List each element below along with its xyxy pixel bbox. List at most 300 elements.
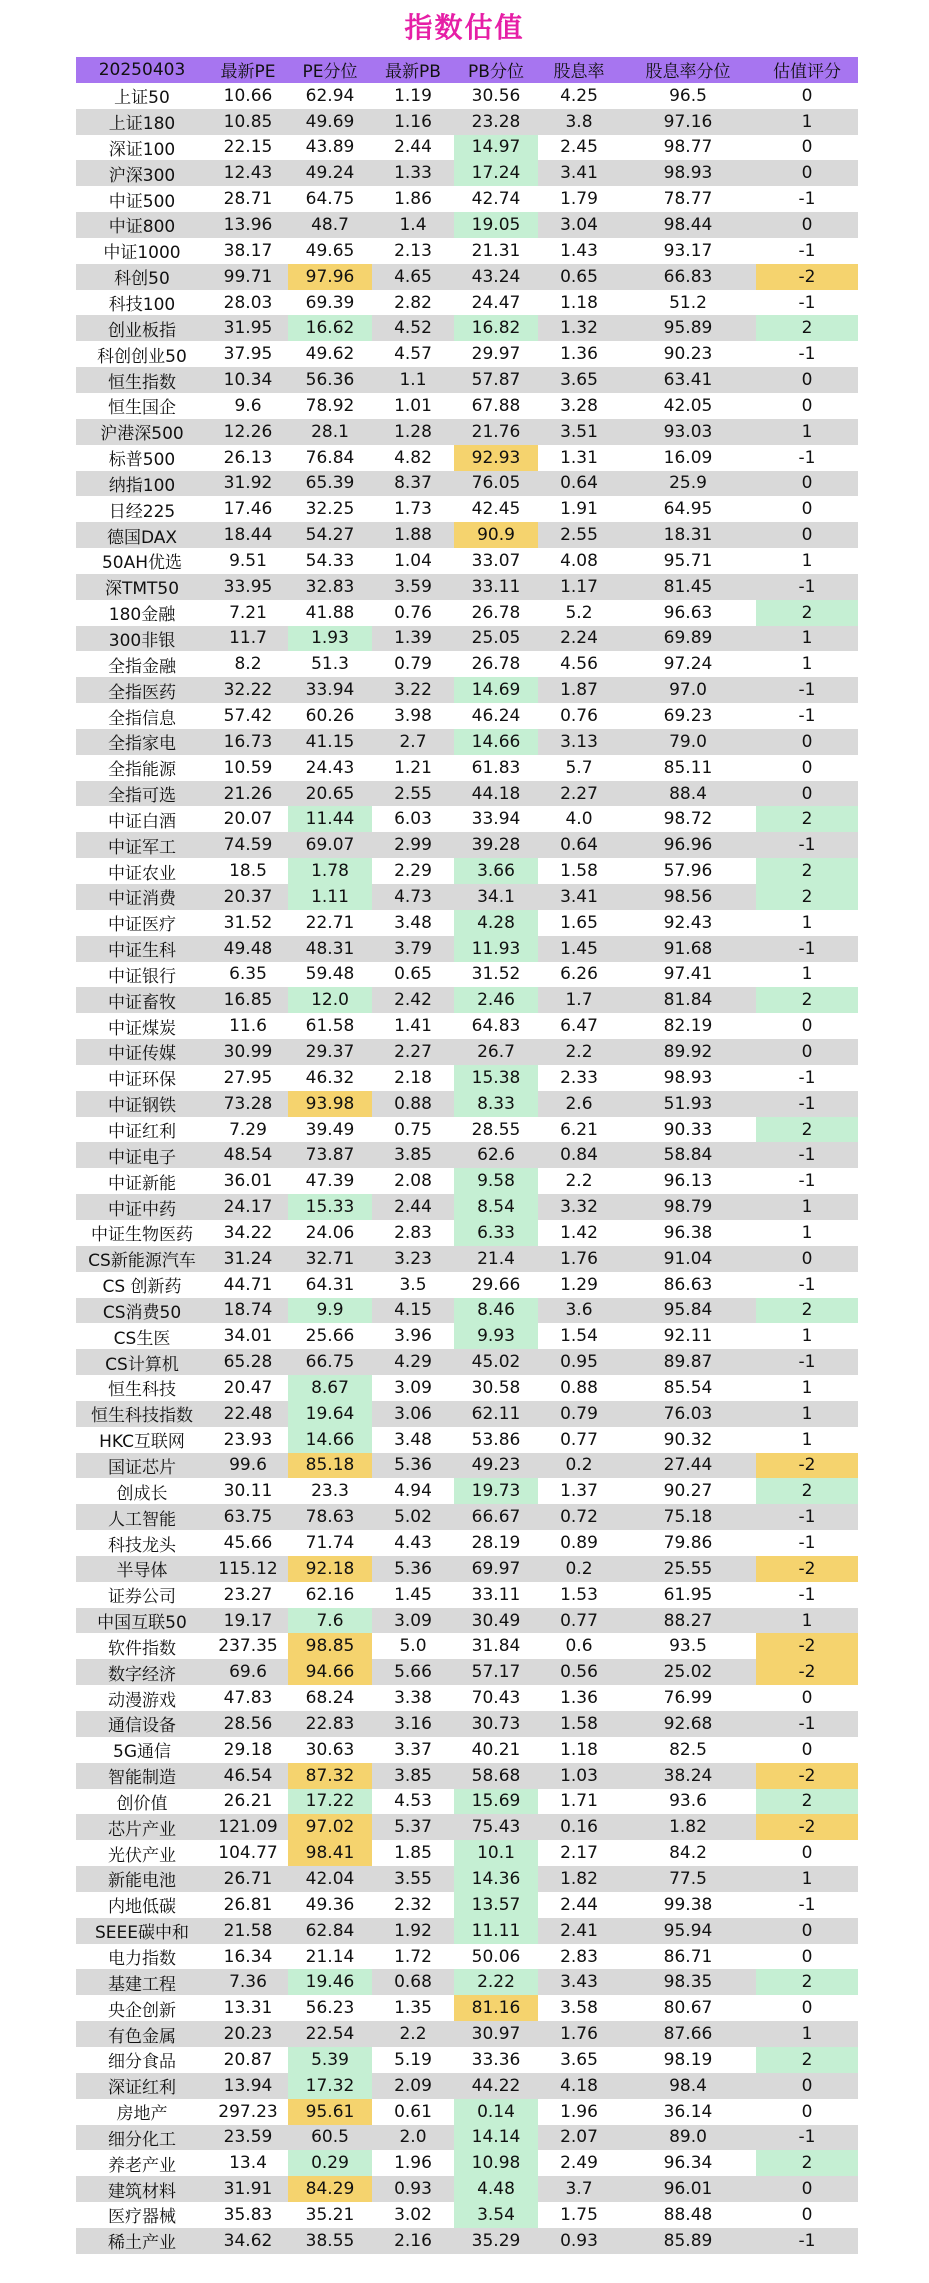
cell-valuation-score: -2 (756, 1814, 858, 1840)
cell-latest-pe: 26.21 (208, 1789, 288, 1815)
cell-pe-percentile: 43.89 (288, 135, 372, 161)
cell-pb-percentile: 50.06 (454, 1944, 538, 1970)
cell-pe-percentile: 1.93 (288, 626, 372, 652)
table-row (76, 936, 858, 962)
cell-index-name: 有色金属 (76, 2021, 208, 2047)
cell-latest-pb: 1.19 (372, 83, 454, 109)
cell-index-name: 中证军工 (76, 832, 208, 858)
cell-index-name: 深证红利 (76, 2073, 208, 2099)
cell-valuation-score: 2 (756, 858, 858, 884)
cell-pe-percentile: 54.27 (288, 522, 372, 548)
cell-latest-pe: 26.71 (208, 1866, 288, 1892)
cell-index-name: 中证环保 (76, 1065, 208, 1091)
cell-valuation-score: 0 (756, 522, 858, 548)
cell-pe-percentile: 94.66 (288, 1659, 372, 1685)
cell-latest-pe: 16.85 (208, 987, 288, 1013)
cell-pe-percentile: 61.58 (288, 1013, 372, 1039)
table-row (76, 884, 858, 910)
cell-dividend-yield: 6.26 (538, 962, 620, 988)
table-row (76, 1246, 858, 1272)
cell-valuation-score: 0 (756, 135, 858, 161)
cell-pe-percentile: 8.67 (288, 1375, 372, 1401)
cell-dividend-yield: 1.87 (538, 677, 620, 703)
cell-index-name: SEEE碳中和 (76, 1918, 208, 1944)
cell-valuation-score: 2 (756, 600, 858, 626)
cell-latest-pb: 2.44 (372, 1194, 454, 1220)
table-row (76, 393, 858, 419)
cell-latest-pe: 47.83 (208, 1685, 288, 1711)
cell-latest-pb: 3.55 (372, 1866, 454, 1892)
table-row (76, 1633, 858, 1659)
cell-dividend-percentile: 81.84 (620, 987, 756, 1013)
cell-dividend-percentile: 86.71 (620, 1944, 756, 1970)
cell-index-name: 房地产 (76, 2099, 208, 2125)
cell-latest-pe: 31.52 (208, 910, 288, 936)
cell-dividend-yield: 2.33 (538, 1065, 620, 1091)
cell-latest-pe: 21.26 (208, 781, 288, 807)
cell-latest-pb: 3.37 (372, 1737, 454, 1763)
cell-latest-pb: 3.85 (372, 1763, 454, 1789)
cell-valuation-score: 0 (756, 729, 858, 755)
cell-dividend-percentile: 98.4 (620, 2073, 756, 2099)
cell-pb-percentile: 3.54 (454, 2202, 538, 2228)
cell-valuation-score: 0 (756, 1685, 858, 1711)
cell-dividend-yield: 1.53 (538, 1582, 620, 1608)
cell-dividend-yield: 2.45 (538, 135, 620, 161)
cell-valuation-score: -1 (756, 2228, 858, 2254)
cell-dividend-percentile: 96.63 (620, 600, 756, 626)
cell-valuation-score: 2 (756, 2150, 858, 2176)
cell-index-name: 中证新能 (76, 1168, 208, 1194)
cell-pe-percentile: 78.63 (288, 1504, 372, 1530)
cell-dividend-percentile: 66.83 (620, 264, 756, 290)
cell-dividend-percentile: 95.71 (620, 548, 756, 574)
cell-dividend-percentile: 89.92 (620, 1039, 756, 1065)
cell-latest-pb: 6.03 (372, 806, 454, 832)
table-row (76, 315, 858, 341)
cell-latest-pb: 1.92 (372, 1918, 454, 1944)
cell-dividend-yield: 4.0 (538, 806, 620, 832)
cell-latest-pe: 13.31 (208, 1995, 288, 2021)
cell-latest-pe: 26.81 (208, 1892, 288, 1918)
cell-dividend-yield: 1.96 (538, 2099, 620, 2125)
cell-latest-pe: 13.94 (208, 2073, 288, 2099)
table-row (76, 1659, 858, 1685)
cell-pe-percentile: 66.75 (288, 1349, 372, 1375)
cell-latest-pe: 31.92 (208, 471, 288, 497)
cell-latest-pe: 44.71 (208, 1272, 288, 1298)
cell-valuation-score: 1 (756, 1323, 858, 1349)
cell-pe-percentile: 48.7 (288, 212, 372, 238)
cell-latest-pb: 1.88 (372, 522, 454, 548)
cell-dividend-yield: 2.55 (538, 522, 620, 548)
cell-dividend-percentile: 51.93 (620, 1091, 756, 1117)
cell-index-name: 科技100 (76, 290, 208, 316)
cell-pe-percentile: 42.04 (288, 1866, 372, 1892)
cell-index-name: 电力指数 (76, 1944, 208, 1970)
cell-dividend-yield: 0.77 (538, 1427, 620, 1453)
cell-index-name: 恒生科技 (76, 1375, 208, 1401)
cell-latest-pe: 34.62 (208, 2228, 288, 2254)
cell-latest-pb: 3.06 (372, 1401, 454, 1427)
cell-latest-pe: 27.95 (208, 1065, 288, 1091)
table-row (76, 1323, 858, 1349)
cell-latest-pb: 1.04 (372, 548, 454, 574)
cell-latest-pb: 3.23 (372, 1246, 454, 1272)
cell-dividend-yield: 2.24 (538, 626, 620, 652)
cell-dividend-percentile: 51.2 (620, 290, 756, 316)
cell-latest-pe: 65.28 (208, 1349, 288, 1375)
cell-index-name: 日经225 (76, 496, 208, 522)
cell-index-name: 基建工程 (76, 1969, 208, 1995)
cell-dividend-percentile: 90.33 (620, 1117, 756, 1143)
cell-valuation-score: 0 (756, 367, 858, 393)
cell-dividend-percentile: 88.27 (620, 1608, 756, 1634)
table-row (76, 1944, 858, 1970)
cell-latest-pe: 31.91 (208, 2176, 288, 2202)
cell-pe-percentile: 78.92 (288, 393, 372, 419)
cell-dividend-yield: 1.31 (538, 445, 620, 471)
cell-index-name: CS生医 (76, 1323, 208, 1349)
cell-pb-percentile: 57.87 (454, 367, 538, 393)
cell-dividend-percentile: 97.16 (620, 109, 756, 135)
cell-pb-percentile: 28.19 (454, 1530, 538, 1556)
cell-pb-percentile: 30.58 (454, 1375, 538, 1401)
cell-pb-percentile: 4.48 (454, 2176, 538, 2202)
cell-dividend-yield: 6.47 (538, 1013, 620, 1039)
cell-valuation-score: -1 (756, 186, 858, 212)
table-row (76, 1840, 858, 1866)
cell-latest-pb: 0.75 (372, 1117, 454, 1143)
cell-latest-pb: 2.18 (372, 1065, 454, 1091)
table-row (76, 290, 858, 316)
cell-pb-percentile: 30.49 (454, 1608, 538, 1634)
cell-pe-percentile: 47.39 (288, 1168, 372, 1194)
cell-dividend-percentile: 98.93 (620, 1065, 756, 1091)
cell-index-name: 中证钢铁 (76, 1091, 208, 1117)
cell-pe-percentile: 85.18 (288, 1453, 372, 1479)
cell-pe-percentile: 12.0 (288, 987, 372, 1013)
table-row (76, 445, 858, 471)
table-row (76, 2047, 858, 2073)
cell-pe-percentile: 92.18 (288, 1556, 372, 1582)
cell-latest-pb: 3.98 (372, 703, 454, 729)
cell-valuation-score: 0 (756, 83, 858, 109)
cell-index-name: 中证500 (76, 186, 208, 212)
cell-pb-percentile: 39.28 (454, 832, 538, 858)
cell-latest-pb: 4.94 (372, 1478, 454, 1504)
cell-latest-pb: 0.61 (372, 2099, 454, 2125)
table-row (76, 471, 858, 497)
cell-index-name: 标普500 (76, 445, 208, 471)
cell-index-name: 中证生科 (76, 936, 208, 962)
cell-dividend-yield: 3.7 (538, 2176, 620, 2202)
cell-latest-pb: 1.96 (372, 2150, 454, 2176)
cell-valuation-score: 1 (756, 962, 858, 988)
cell-dividend-yield: 1.36 (538, 341, 620, 367)
cell-pb-percentile: 26.78 (454, 651, 538, 677)
cell-dividend-percentile: 97.41 (620, 962, 756, 988)
cell-pe-percentile: 62.16 (288, 1582, 372, 1608)
cell-pe-percentile: 24.06 (288, 1220, 372, 1246)
cell-latest-pe: 9.51 (208, 548, 288, 574)
cell-valuation-score: -1 (756, 1349, 858, 1375)
cell-dividend-yield: 0.64 (538, 832, 620, 858)
cell-latest-pe: 20.37 (208, 884, 288, 910)
cell-valuation-score: 2 (756, 1117, 858, 1143)
cell-latest-pb: 0.93 (372, 2176, 454, 2202)
table-row (76, 83, 858, 109)
cell-dividend-yield: 1.37 (538, 1478, 620, 1504)
cell-dividend-percentile: 90.23 (620, 341, 756, 367)
cell-pe-percentile: 49.69 (288, 109, 372, 135)
cell-latest-pb: 0.65 (372, 962, 454, 988)
cell-dividend-percentile: 82.5 (620, 1737, 756, 1763)
cell-dividend-yield: 1.03 (538, 1763, 620, 1789)
cell-dividend-yield: 0.88 (538, 1375, 620, 1401)
cell-index-name: 新能电池 (76, 1866, 208, 1892)
cell-latest-pe: 34.22 (208, 1220, 288, 1246)
cell-valuation-score: 1 (756, 2021, 858, 2047)
cell-index-name: 中证红利 (76, 1117, 208, 1143)
cell-latest-pb: 8.37 (372, 471, 454, 497)
cell-dividend-percentile: 79.0 (620, 729, 756, 755)
cell-valuation-score: -1 (756, 1272, 858, 1298)
cell-latest-pb: 5.37 (372, 1814, 454, 1840)
cell-latest-pe: 18.74 (208, 1298, 288, 1324)
table-row (76, 1065, 858, 1091)
cell-latest-pb: 2.29 (372, 858, 454, 884)
cell-dividend-yield: 1.82 (538, 1866, 620, 1892)
cell-dividend-percentile: 36.14 (620, 2099, 756, 2125)
cell-pe-percentile: 28.1 (288, 419, 372, 445)
cell-latest-pe: 26.13 (208, 445, 288, 471)
cell-dividend-yield: 0.95 (538, 1349, 620, 1375)
cell-index-name: 德国DAX (76, 522, 208, 548)
table-row (76, 186, 858, 212)
cell-pe-percentile: 14.66 (288, 1427, 372, 1453)
cell-dividend-percentile: 92.11 (620, 1323, 756, 1349)
cell-dividend-percentile: 63.41 (620, 367, 756, 393)
cell-latest-pb: 2.55 (372, 781, 454, 807)
cell-index-name: CS消费50 (76, 1298, 208, 1324)
cell-valuation-score: 1 (756, 910, 858, 936)
cell-dividend-yield: 0.2 (538, 1453, 620, 1479)
cell-dividend-yield: 1.79 (538, 186, 620, 212)
cell-pb-percentile: 8.46 (454, 1298, 538, 1324)
cell-latest-pe: 16.34 (208, 1944, 288, 1970)
cell-pb-percentile: 33.11 (454, 1582, 538, 1608)
cell-dividend-yield: 3.28 (538, 393, 620, 419)
cell-pe-percentile: 23.3 (288, 1478, 372, 1504)
table-row (76, 1142, 858, 1168)
cell-dividend-yield: 1.54 (538, 1323, 620, 1349)
cell-dividend-percentile: 61.95 (620, 1582, 756, 1608)
cell-index-name: CS新能源汽车 (76, 1246, 208, 1272)
cell-valuation-score: -2 (756, 1453, 858, 1479)
cell-dividend-yield: 1.45 (538, 936, 620, 962)
cell-dividend-percentile: 16.09 (620, 445, 756, 471)
table-row (76, 1582, 858, 1608)
cell-valuation-score: -1 (756, 1504, 858, 1530)
cell-index-name: 芯片产业 (76, 1814, 208, 1840)
cell-pb-percentile: 0.14 (454, 2099, 538, 2125)
header-pb-percentile: PB分位 (454, 57, 538, 83)
cell-latest-pb: 1.86 (372, 186, 454, 212)
table-row (76, 1737, 858, 1763)
table-row (76, 1504, 858, 1530)
cell-index-name: 软件指数 (76, 1633, 208, 1659)
cell-valuation-score: 0 (756, 1944, 858, 1970)
cell-pb-percentile: 44.22 (454, 2073, 538, 2099)
cell-valuation-score: 2 (756, 2047, 858, 2073)
cell-dividend-percentile: 76.99 (620, 1685, 756, 1711)
cell-dividend-percentile: 98.35 (620, 1969, 756, 1995)
cell-pb-percentile: 92.93 (454, 445, 538, 471)
cell-valuation-score: 1 (756, 1401, 858, 1427)
cell-latest-pb: 4.73 (372, 884, 454, 910)
cell-dividend-percentile: 92.43 (620, 910, 756, 936)
cell-pb-percentile: 31.84 (454, 1633, 538, 1659)
table-row (76, 1298, 858, 1324)
cell-pb-percentile: 33.36 (454, 2047, 538, 2073)
cell-pe-percentile: 56.36 (288, 367, 372, 393)
cell-index-name: 创价值 (76, 1789, 208, 1815)
table-row (76, 1091, 858, 1117)
cell-index-name: CS计算机 (76, 1349, 208, 1375)
cell-valuation-score: 0 (756, 496, 858, 522)
cell-dividend-percentile: 98.56 (620, 884, 756, 910)
cell-dividend-percentile: 78.77 (620, 186, 756, 212)
cell-index-name: 中证电子 (76, 1142, 208, 1168)
cell-latest-pe: 69.6 (208, 1659, 288, 1685)
cell-dividend-percentile: 25.02 (620, 1659, 756, 1685)
table-row (76, 1711, 858, 1737)
cell-dividend-percentile: 25.55 (620, 1556, 756, 1582)
cell-dividend-yield: 0.76 (538, 703, 620, 729)
cell-index-name: 全指能源 (76, 755, 208, 781)
cell-latest-pe: 237.35 (208, 1633, 288, 1659)
cell-latest-pe: 28.03 (208, 290, 288, 316)
cell-dividend-yield: 1.29 (538, 1272, 620, 1298)
cell-valuation-score: 0 (756, 1013, 858, 1039)
cell-latest-pe: 12.43 (208, 160, 288, 186)
cell-dividend-yield: 3.43 (538, 1969, 620, 1995)
cell-latest-pe: 11.6 (208, 1013, 288, 1039)
cell-latest-pe: 36.01 (208, 1168, 288, 1194)
table-row (76, 677, 858, 703)
cell-latest-pb: 1.21 (372, 755, 454, 781)
cell-index-name: 科创50 (76, 264, 208, 290)
cell-latest-pb: 1.28 (372, 419, 454, 445)
cell-index-name: 深TMT50 (76, 574, 208, 600)
cell-latest-pb: 1.45 (372, 1582, 454, 1608)
table-row (76, 1478, 858, 1504)
cell-valuation-score: 0 (756, 1995, 858, 2021)
cell-pe-percentile: 39.49 (288, 1117, 372, 1143)
cell-pe-percentile: 98.85 (288, 1633, 372, 1659)
cell-latest-pb: 2.16 (372, 2228, 454, 2254)
cell-latest-pe: 7.21 (208, 600, 288, 626)
cell-pb-percentile: 40.21 (454, 1737, 538, 1763)
cell-pe-percentile: 38.55 (288, 2228, 372, 2254)
cell-latest-pe: 10.59 (208, 755, 288, 781)
cell-dividend-percentile: 96.01 (620, 2176, 756, 2202)
table-row (76, 1789, 858, 1815)
cell-latest-pe: 38.17 (208, 238, 288, 264)
table-row (76, 2099, 858, 2125)
cell-latest-pe: 23.93 (208, 1427, 288, 1453)
cell-valuation-score: 2 (756, 1478, 858, 1504)
cell-pe-percentile: 46.32 (288, 1065, 372, 1091)
table-row (76, 2021, 858, 2047)
cell-latest-pb: 1.33 (372, 160, 454, 186)
cell-dividend-percentile: 98.72 (620, 806, 756, 832)
cell-index-name: 全指信息 (76, 703, 208, 729)
cell-latest-pe: 74.59 (208, 832, 288, 858)
cell-valuation-score: 0 (756, 1918, 858, 1944)
cell-pe-percentile: 19.64 (288, 1401, 372, 1427)
cell-pb-percentile: 33.07 (454, 548, 538, 574)
cell-index-name: 中证白酒 (76, 806, 208, 832)
cell-index-name: 光伏产业 (76, 1840, 208, 1866)
cell-dividend-yield: 2.6 (538, 1091, 620, 1117)
cell-latest-pe: 20.87 (208, 2047, 288, 2073)
cell-latest-pe: 13.4 (208, 2150, 288, 2176)
cell-latest-pe: 11.7 (208, 626, 288, 652)
cell-latest-pb: 5.36 (372, 1453, 454, 1479)
cell-valuation-score: -1 (756, 1142, 858, 1168)
cell-pb-percentile: 14.36 (454, 1866, 538, 1892)
cell-latest-pb: 2.13 (372, 238, 454, 264)
cell-valuation-score: -1 (756, 936, 858, 962)
page-title: 指数估值 (404, 11, 525, 44)
cell-dividend-yield: 0.65 (538, 264, 620, 290)
cell-index-name: 证券公司 (76, 1582, 208, 1608)
cell-pb-percentile: 17.24 (454, 160, 538, 186)
cell-pe-percentile: 48.31 (288, 936, 372, 962)
cell-dividend-percentile: 95.94 (620, 1918, 756, 1944)
cell-index-name: 人工智能 (76, 1504, 208, 1530)
cell-pb-percentile: 45.02 (454, 1349, 538, 1375)
table-row (76, 1969, 858, 1995)
cell-dividend-yield: 2.49 (538, 2150, 620, 2176)
cell-latest-pe: 6.35 (208, 962, 288, 988)
cell-pe-percentile: 20.65 (288, 781, 372, 807)
cell-dividend-yield: 1.91 (538, 496, 620, 522)
cell-valuation-score: 0 (756, 160, 858, 186)
cell-dividend-yield: 3.65 (538, 367, 620, 393)
cell-pb-percentile: 30.56 (454, 83, 538, 109)
table-row (76, 651, 858, 677)
cell-pe-percentile: 76.84 (288, 445, 372, 471)
cell-pb-percentile: 42.74 (454, 186, 538, 212)
cell-latest-pe: 30.11 (208, 1478, 288, 1504)
table-row (76, 1556, 858, 1582)
table-row (76, 238, 858, 264)
cell-pe-percentile: 15.33 (288, 1194, 372, 1220)
cell-valuation-score: -1 (756, 238, 858, 264)
table-row (76, 160, 858, 186)
cell-pe-percentile: 64.31 (288, 1272, 372, 1298)
cell-latest-pb: 5.36 (372, 1556, 454, 1582)
cell-valuation-score: -1 (756, 703, 858, 729)
cell-valuation-score: -1 (756, 1711, 858, 1737)
cell-dividend-percentile: 38.24 (620, 1763, 756, 1789)
cell-dividend-percentile: 95.84 (620, 1298, 756, 1324)
table-row (76, 1375, 858, 1401)
cell-latest-pe: 104.77 (208, 1840, 288, 1866)
